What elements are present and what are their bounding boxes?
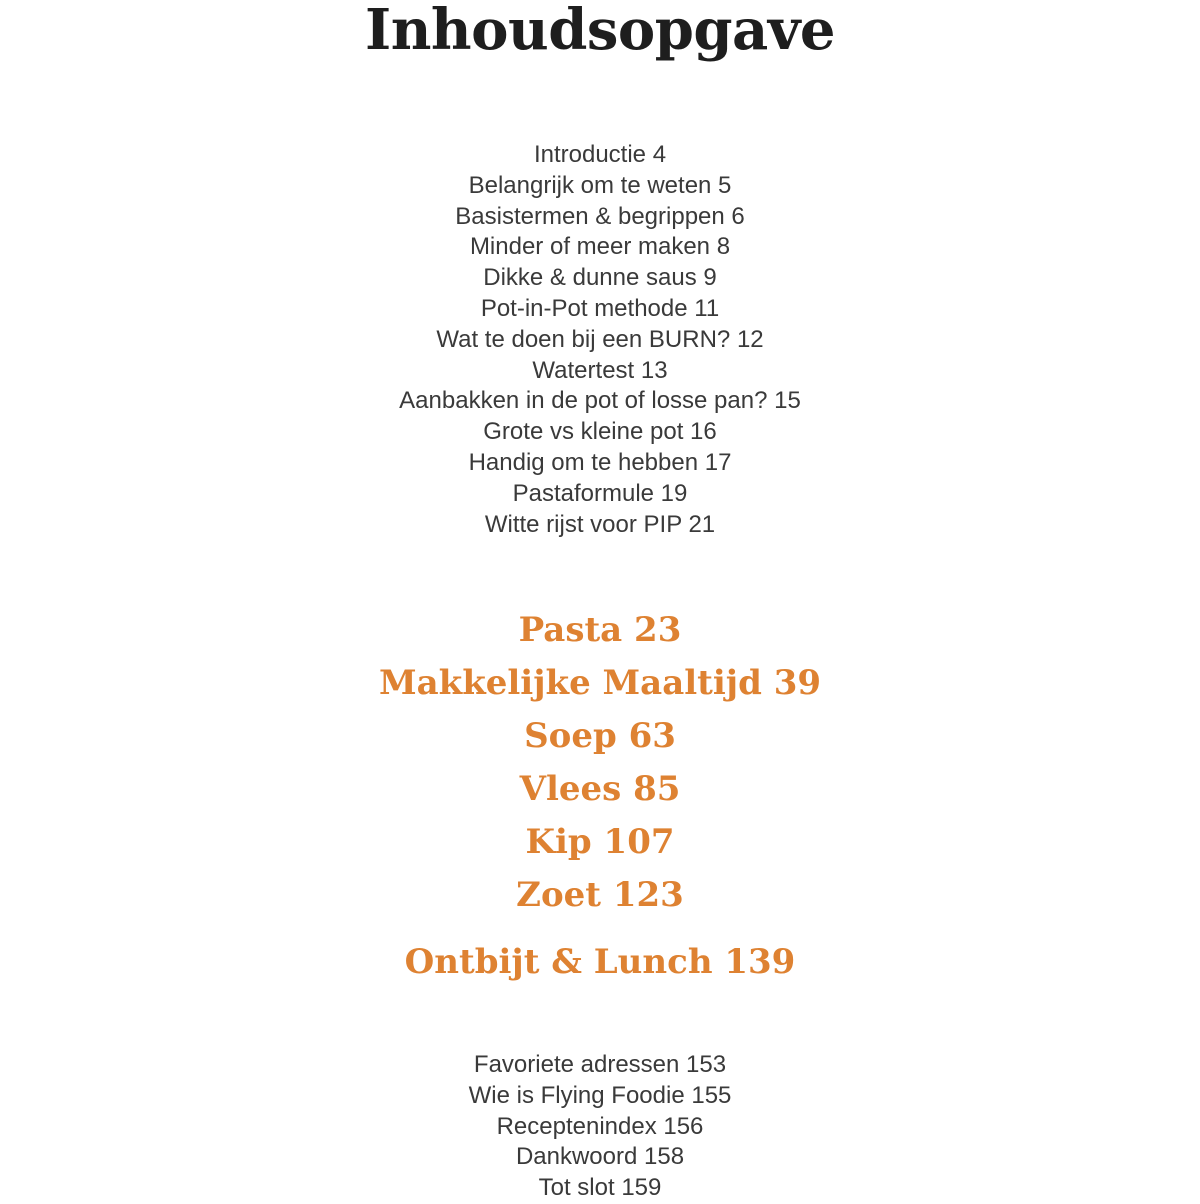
toc-entry: Wat te doen bij een BURN? 12 — [436, 325, 764, 353]
chapter-entry: Ontbijt & Lunch 139 — [404, 942, 796, 982]
toc-entry: Favoriete adressen 153 — [473, 1051, 727, 1078]
toc-entry: Watertest 13 — [532, 356, 668, 384]
toc-entry: Receptenindex 156 — [496, 1112, 704, 1140]
toc-entry: Wie is Flying Foodie 155 — [468, 1081, 732, 1109]
toc-entry: Belangrijk om te weten 5 — [468, 171, 732, 199]
chapter-entry: Soep 63 — [524, 716, 676, 756]
chapters-list — [0, 604, 1200, 989]
toc-entry: Pot-in-Pot methode 11 — [480, 294, 720, 322]
toc-entry: Minder of meer maken 8 — [469, 233, 731, 261]
end-sections-list — [0, 1050, 1200, 1204]
toc-entry: Tot slot 159 — [538, 1174, 662, 1202]
chapter-entry: Pasta 23 — [518, 610, 682, 650]
toc-entry: Pastaformule 19 — [512, 479, 688, 507]
toc-entry: Dikke & dunne saus 9 — [483, 264, 717, 292]
toc-entry: Witte rijst voor PIP 21 — [484, 510, 716, 538]
intro-sections-list — [0, 140, 1200, 540]
toc-entry: Introductie 4 — [533, 141, 667, 168]
page-title: Inhoudsopgave — [365, 0, 835, 63]
chapter-entry: Zoet 123 — [516, 875, 684, 915]
toc-entry: Grote vs kleine pot 16 — [483, 418, 717, 446]
toc-entry: Aanbakken in de pot of losse pan? 15 — [399, 387, 801, 415]
toc-entry: Handig om te hebben 17 — [468, 448, 732, 476]
chapter-entry: Vlees 85 — [519, 769, 681, 809]
chapter-entry: Kip 107 — [525, 822, 675, 862]
toc-entry: Dankwoord 158 — [515, 1143, 685, 1171]
toc-entry: Basistermen & begrippen 6 — [455, 202, 745, 230]
chapter-entry: Makkelijke Maaltijd 39 — [378, 663, 822, 703]
